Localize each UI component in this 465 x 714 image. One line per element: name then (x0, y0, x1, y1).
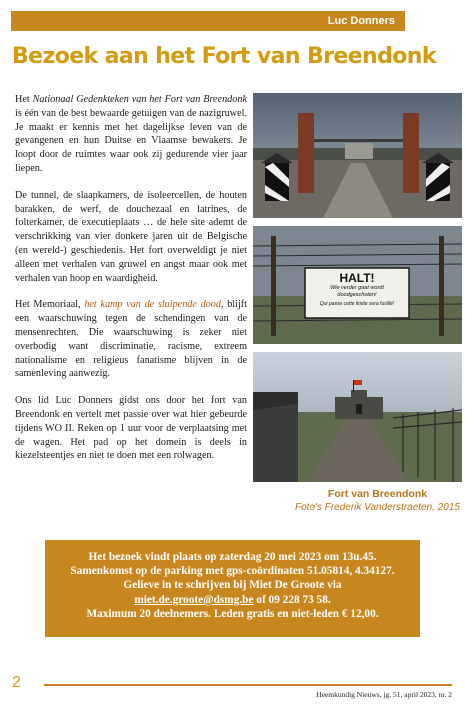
paragraph-3: Het Memoriaal, het kamp van de sluipende dood, blijft een waarschuwing tegen de schendingen van de mensenrechten. Die waarschuwing is zeker niet overbodig want discriminatie, racisme, extreem nationalisme en religieus fanatisme blijven in de samenleving aanwezig. (15, 299, 248, 380)
info-line-contact: miet.de.groote@dsmg.be of 09 228 73 58. (134, 593, 331, 606)
paragraph-2: De tunnel, de slaapkamers, de isoleercellen, de houten barakken, de werf, de douchezaal en latrines, de folterkamer, de executieplaats … de hele site ademt de verschrikking van vier donkere jaren uit de Belgische (en wereld-) geschiedenis. Het fort overweldigt je niet alleen met verhalen van gruwel en angst maar ook met verhalen van hoop en waardigheid. (15, 189, 247, 284)
info-line-register: Gelieve in te schrijven bij Miet De Groote via (123, 579, 342, 592)
article-body (15, 93, 247, 476)
author-bar (11, 11, 405, 31)
halt-sign-text: HALT! Wie verder gaat wordt doodgeschoten! Qui passe cette limite sera fusillé! (319, 271, 395, 307)
paragraph-1: Het Nationaal Gedenkteken van het Fort van Breendonk is één van de best bewaarde getuigen van de nazigruwel. Je maakt er kennis met het dagelijkse leven van de gevangenen en hun Duitse en Vlaamse bewakers. Je loopt door de ruimtes waar ook zij gedurende vier jaar liepen. (15, 94, 247, 174)
page-title: Bezoek aan het Fort van Breendonk (12, 44, 436, 69)
footer-journal: Heemkundig Nieuws, jg. 51, april 2023, nr. 2 (316, 690, 452, 699)
photo-fort-entrance (253, 352, 462, 482)
memorial-name: Nationaal Gedenkteken van het Fort van Breendonk (32, 94, 247, 105)
info-box (45, 540, 420, 637)
info-line-meeting: Samenkomst op de parking met gps-coördinaten 51.05814, 4.34127. (70, 565, 395, 578)
photo-caption-credit: Foto's Frederik Vanderstraeten, 2015 (295, 502, 460, 513)
camp-quote: het kamp van de sluipende dood (84, 299, 221, 311)
paragraph-4: Ons lid Luc Donners gidst ons door het fort van Breendonk en vertelt met passie over wat hier gebeurde tijdens WO II. Reken op 1 uur voor de verplaatsing met de wagen. Het pad op het domein is deels in kiezelsteentjes en niet te doen met een rolwagen. (15, 395, 247, 462)
photo-fort-gate (253, 93, 462, 218)
photo-caption-title: Fort van Breendonk (327, 488, 428, 500)
page-number: 2 (12, 674, 21, 691)
email-link[interactable]: miet.de.groote@dsmg.be (134, 593, 254, 606)
info-line-date: Het bezoek vindt plaats op zaterdag 20 mei 2023 om 13u.45. (88, 551, 377, 563)
footer-divider (44, 684, 452, 686)
author-name: Luc Donners (327, 15, 395, 27)
photo-halt-sign (253, 226, 462, 344)
info-line-max: Maximum 20 deelnemers. Leden gratis en niet-leden € 12,00. (86, 607, 379, 620)
